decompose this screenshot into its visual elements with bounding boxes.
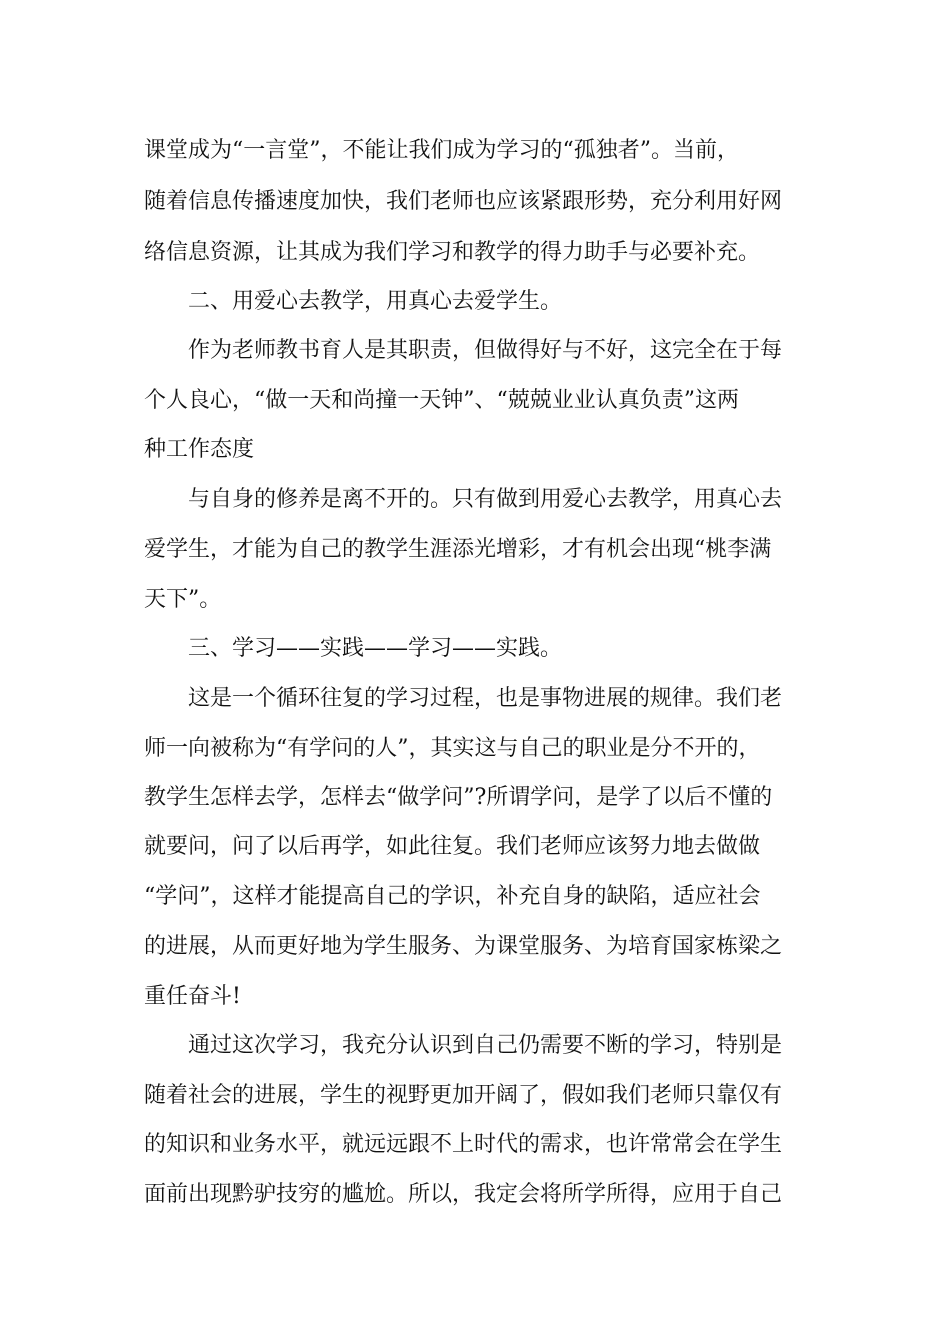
text-line: 个人良心，“做一天和尚撞一天钟”、“兢兢业业认真负责”这两 bbox=[144, 388, 739, 413]
text-line: 这是一个循环往复的学习过程，也是事物进展的规律。我们老 bbox=[188, 686, 783, 711]
text-line: 教学生怎样去学，怎样去“做学问”?所谓学问，是学了以后不懂的 bbox=[144, 785, 773, 810]
text-line: 的进展，从而更好地为学生服务、为课堂服务、为培育国家栋梁之 bbox=[144, 934, 783, 959]
text-line: 作为老师教书育人是其职责，但做得好与不好，这完全在于每 bbox=[188, 338, 783, 363]
section-heading: 三、学习——实践——学习——实践。 bbox=[188, 636, 563, 661]
text-line: 的知识和业务水平，就远远跟不上时代的需求，也许常常会在学生 bbox=[144, 1132, 783, 1157]
text-line: 爱学生，才能为自己的教学生涯添光增彩，才有机会出现“桃李满 bbox=[144, 537, 772, 562]
text-line: 重任奋斗! bbox=[144, 984, 241, 1009]
text-line: 师一向被称为“有学问的人”，其实这与自己的职业是分不开的， bbox=[144, 736, 761, 761]
text-line: 种工作态度 bbox=[144, 437, 255, 462]
text-line: 随着社会的进展，学生的视野更加开阔了，假如我们老师只靠仅有 bbox=[144, 1083, 783, 1108]
text-line: “学问”，这样才能提高自己的学识，补充自身的缺陷，适应社会 bbox=[144, 884, 761, 909]
text-line: 随着信息传播速度加快，我们老师也应该紧跟形势，充分利用好网 bbox=[144, 189, 783, 214]
text-line: 面前出现黔驴技穷的尴尬。所以，我定会将所学所得，应用于自己 bbox=[144, 1182, 783, 1207]
text-line: 络信息资源，让其成为我们学习和教学的得力助手与必要补充。 bbox=[144, 240, 761, 265]
text-line: 就要问，问了以后再学，如此往复。我们老师应该努力地去做做 bbox=[144, 834, 761, 859]
text-line: 通过这次学习，我充分认识到自己仍需要不断的学习，特别是 bbox=[188, 1033, 783, 1058]
text-line: 天下”。 bbox=[144, 587, 222, 612]
text-line: 课堂成为“一言堂”，不能让我们成为学习的“孤独者”。当前， bbox=[144, 138, 739, 163]
text-line: 与自身的修养是离不开的。只有做到用爱心去教学，用真心去 bbox=[188, 487, 783, 512]
section-heading: 二、用爱心去教学，用真心去爱学生。 bbox=[188, 289, 563, 314]
